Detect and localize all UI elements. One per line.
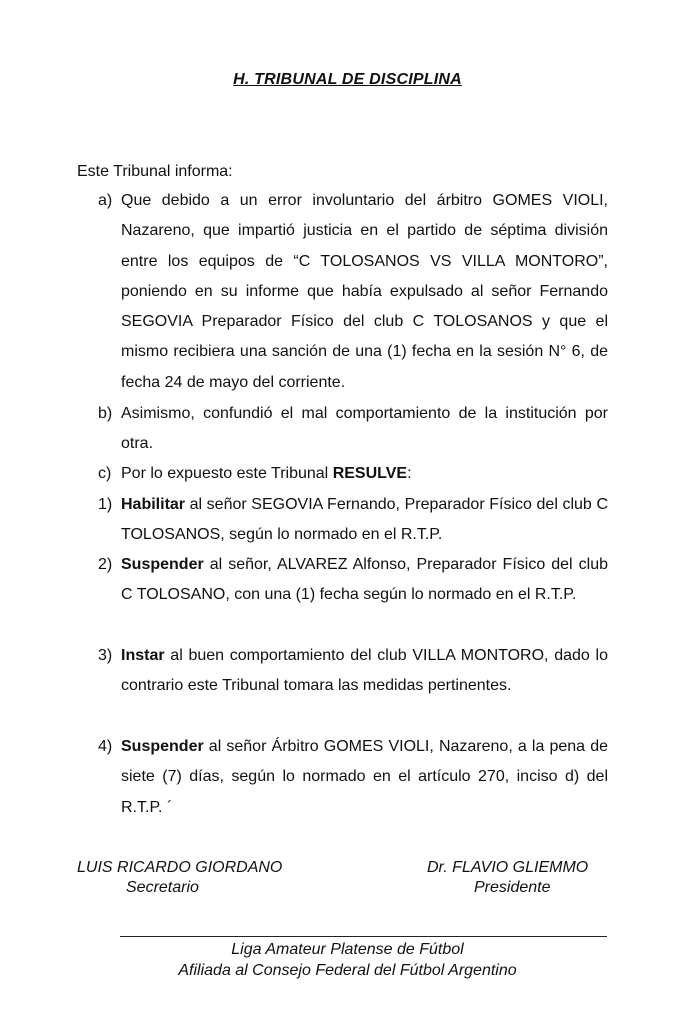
signature-secretary bbox=[77, 858, 282, 898]
action-keyword: Habilitar bbox=[121, 496, 186, 513]
action-keyword: Instar bbox=[121, 647, 165, 664]
list-item-3 bbox=[98, 641, 608, 702]
item-marker: 1) bbox=[98, 496, 113, 513]
item-marker: b) bbox=[98, 405, 113, 422]
item-marker: a) bbox=[98, 192, 113, 209]
item-marker: c) bbox=[98, 465, 112, 482]
list-item-c bbox=[98, 459, 608, 489]
footer bbox=[0, 939, 695, 981]
footer-affiliation: Afiliada al Consejo Federal del Fútbol Argentino bbox=[178, 962, 517, 979]
action-keyword: Suspender bbox=[121, 738, 204, 755]
list-item-4 bbox=[98, 732, 608, 823]
intro-text: Este Tribunal informa: bbox=[77, 163, 233, 180]
action-keyword: Suspender bbox=[121, 556, 204, 573]
item-text: Instar al buen comportamiento del club VILLA MONTORO, dado lo contrario este Tribunal tomara las medidas pertinentes. bbox=[121, 647, 608, 695]
footer-league-name: Liga Amateur Platense de Fútbol bbox=[231, 941, 464, 958]
signatory-role: Secretario bbox=[126, 879, 199, 896]
signatory-name: LUIS RICARDO GIORDANO bbox=[77, 859, 283, 876]
document-title: H. TRIBUNAL DE DISCIPLINA bbox=[233, 71, 462, 88]
list-item-1 bbox=[98, 490, 608, 551]
item-text: Asimismo, confundió el mal comportamiento de la institución por otra. bbox=[121, 405, 608, 453]
list-item-b bbox=[98, 399, 608, 460]
item-text: Suspender al señor, ALVAREZ Alfonso, Preparador Físico del club C TOLOSANO, con una (1) fecha según lo normado en el R.T.P. bbox=[121, 556, 608, 604]
list-item-a bbox=[98, 186, 608, 398]
item-text: Por lo expuesto este Tribunal RESULVE: bbox=[121, 465, 412, 482]
signature-president bbox=[427, 858, 588, 898]
resolve-keyword: RESULVE bbox=[332, 465, 408, 482]
item-marker: 2) bbox=[98, 556, 113, 573]
list-item-2 bbox=[98, 550, 608, 611]
item-marker: 4) bbox=[98, 738, 113, 755]
item-text: Que debido a un error involuntario del árbitro GOMES VIOLI, Nazareno, que impartió justicia en el partido de séptima división entre los equipos de “C TOLOSANOS VS VILLA MONTORO”, poniendo en su informe que había expulsado al señor Fernando SEGOVIA Preparador Físico del club C TOLOSANOS y que el mismo recibiera una sanción de una (1) fecha en la sesión N° 6, de fecha 24 de mayo del corriente. bbox=[121, 192, 608, 391]
item-text: Habilitar al señor SEGOVIA Fernando, Preparador Físico del club C TOLOSANOS, según lo normado en el R.T.P. bbox=[121, 496, 608, 544]
signatory-role: Presidente bbox=[474, 879, 551, 896]
signatory-name: Dr. FLAVIO GLIEMMO bbox=[427, 859, 589, 876]
footer-divider bbox=[120, 936, 607, 937]
item-marker: 3) bbox=[98, 647, 113, 664]
item-text: Suspender al señor Árbitro GOMES VIOLI, Nazareno, a la pena de siete (7) días, según lo normado en el artículo 270, inciso d) del R.T.P. ´ bbox=[121, 738, 608, 816]
